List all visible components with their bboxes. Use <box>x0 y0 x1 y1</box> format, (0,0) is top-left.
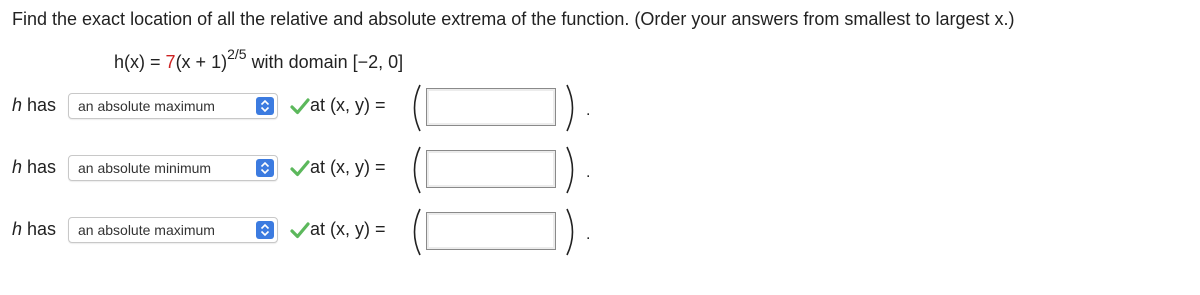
extremum-type-select[interactable] <box>68 217 278 243</box>
formula-coefficient: 7 <box>165 52 176 72</box>
open-paren <box>407 83 423 133</box>
trailing-period: . <box>586 226 591 243</box>
extremum-row-2 <box>12 148 652 192</box>
answer-input[interactable] <box>426 150 556 188</box>
open-paren <box>407 145 423 195</box>
up-down-arrows-icon <box>256 159 274 177</box>
trailing-period: . <box>586 164 591 181</box>
formula-equals: = <box>150 52 161 72</box>
extremum-row-1 <box>12 86 652 130</box>
row-subject: h has <box>12 95 57 115</box>
formula-exponent: 2/5 <box>227 46 247 62</box>
at-label: at (x, y) = <box>310 95 386 115</box>
open-paren <box>407 207 423 257</box>
close-paren <box>564 145 580 195</box>
at-label: at (x, y) = <box>310 219 386 239</box>
close-paren <box>564 83 580 133</box>
answer-input[interactable] <box>426 212 556 250</box>
question-prompt: Find the exact location of all the relative and absolute extrema of the function. (Order your answers from smallest to largest x.) <box>12 9 1015 29</box>
select-value: an absolute maximum <box>78 222 215 238</box>
up-down-arrows-icon <box>256 221 274 239</box>
row-subject: h has <box>12 219 57 239</box>
select-value: an absolute maximum <box>78 98 215 114</box>
extremum-type-select[interactable] <box>68 93 278 119</box>
formula-domain: with domain [−2, 0] <box>251 52 404 72</box>
answer-input[interactable] <box>426 88 556 126</box>
at-label: at (x, y) = <box>310 157 386 177</box>
row-subject: h has <box>12 157 57 177</box>
extremum-row-3 <box>12 210 652 254</box>
up-down-arrows-icon <box>256 97 274 115</box>
checkmark-icon <box>290 96 310 116</box>
checkmark-icon <box>290 220 310 240</box>
extremum-type-select[interactable] <box>68 155 278 181</box>
formula-base: (x + 1) <box>175 52 228 72</box>
select-value: an absolute minimum <box>78 160 212 176</box>
checkmark-icon <box>290 158 310 178</box>
function-formula <box>114 48 403 73</box>
trailing-period: . <box>586 102 591 119</box>
close-paren <box>564 207 580 257</box>
formula-lhs: h(x) <box>114 52 145 72</box>
